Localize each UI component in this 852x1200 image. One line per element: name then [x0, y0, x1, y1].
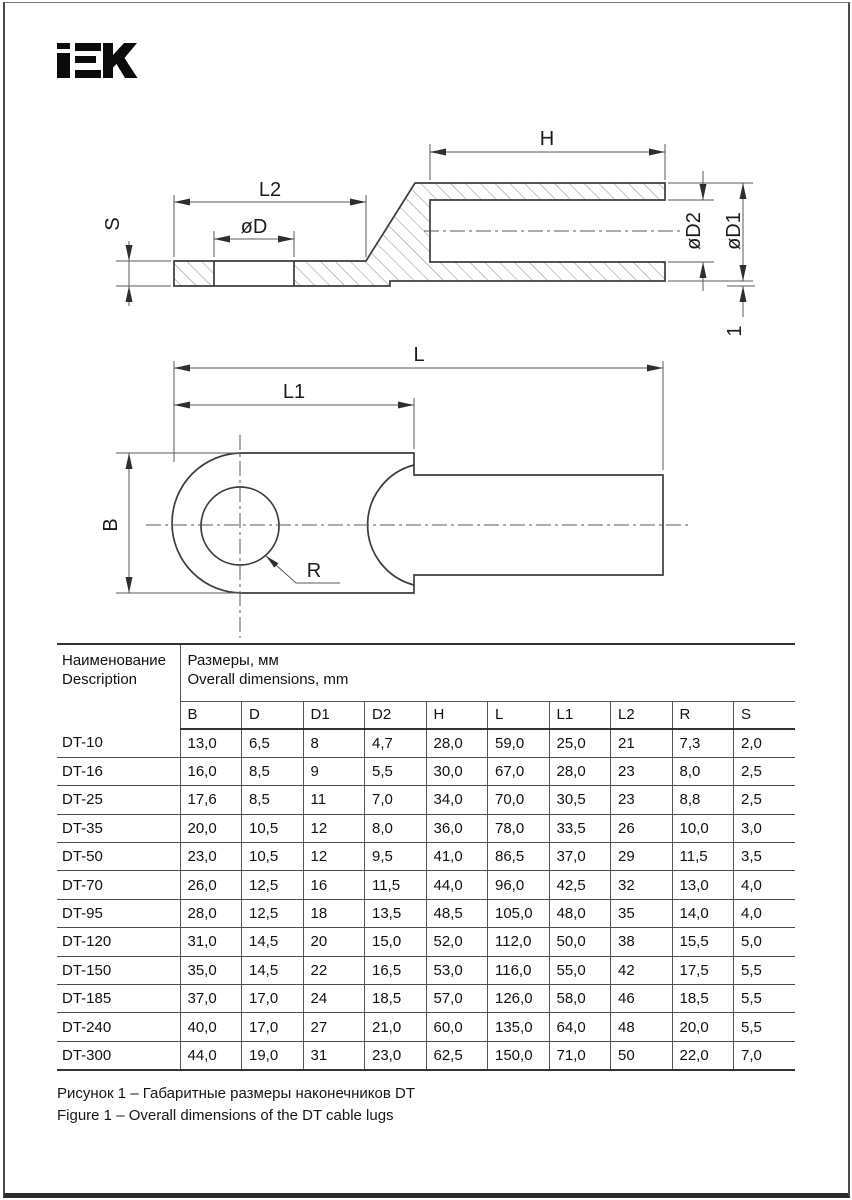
- cell-L1: 58,0: [549, 985, 611, 1013]
- drawing-section-view: [102, 128, 755, 337]
- col-header-L1: L1: [549, 701, 611, 729]
- cell-D: 14,5: [242, 928, 304, 956]
- cell-B: 13,0: [180, 729, 242, 757]
- cell-R: 15,5: [672, 928, 734, 956]
- cell-D2: 9,5: [365, 843, 427, 871]
- cell-D2: 13,5: [365, 899, 427, 927]
- cell-H: 53,0: [426, 956, 488, 984]
- cell-R: 18,5: [672, 985, 734, 1013]
- cell-S: 3,5: [734, 843, 796, 871]
- cell-L2: 23: [611, 757, 673, 785]
- cell-L2: 29: [611, 843, 673, 871]
- logo-i-dot: [57, 43, 70, 49]
- row-name: DT-70: [57, 871, 180, 899]
- cell-D2: 21,0: [365, 1013, 427, 1041]
- cell-R: 8,0: [672, 757, 734, 785]
- row-name: DT-120: [57, 928, 180, 956]
- row-name: DT-25: [57, 786, 180, 814]
- cell-D1: 16: [303, 871, 365, 899]
- dim-label-L1: L1: [282, 381, 306, 403]
- cell-D: 10,5: [242, 814, 304, 842]
- cell-D: 17,0: [242, 985, 304, 1013]
- caption-en: Figure 1 – Overall dimensions of the DT cable lugs: [57, 1107, 394, 1124]
- cell-H: 28,0: [426, 729, 488, 757]
- cell-L: 67,0: [488, 757, 550, 785]
- cell-L: 105,0: [488, 899, 550, 927]
- logo-e-top: [75, 43, 101, 51]
- table-row: [57, 1013, 795, 1041]
- cell-D: 12,5: [242, 899, 304, 927]
- row-name: DT-240: [57, 1013, 180, 1041]
- logo-e-mid: [75, 56, 96, 63]
- dim-label-L2: L2: [258, 179, 282, 201]
- cell-S: 2,0: [734, 729, 796, 757]
- dimensions-table: [57, 643, 795, 1071]
- cell-B: 28,0: [180, 899, 242, 927]
- dim-label-oD1: øD1: [723, 212, 745, 250]
- dim-label-R: R: [306, 560, 322, 582]
- topview-arrowheads: [126, 365, 664, 594]
- dimensions-group-header: [180, 644, 795, 701]
- cell-L: 86,5: [488, 843, 550, 871]
- cell-S: 4,0: [734, 871, 796, 899]
- cell-D: 8,5: [242, 757, 304, 785]
- dim-label-L: L: [413, 344, 425, 366]
- table-row: [57, 814, 795, 842]
- logo-i-stem: [57, 53, 70, 78]
- cell-L2: 26: [611, 814, 673, 842]
- cell-H: 44,0: [426, 871, 488, 899]
- cell-L: 135,0: [488, 1013, 550, 1041]
- table-row: [57, 757, 795, 785]
- cell-D1: 12: [303, 843, 365, 871]
- row-name: DT-16: [57, 757, 180, 785]
- cell-S: 7,0: [734, 1041, 796, 1069]
- name-header-en: Description: [62, 671, 138, 688]
- dim-label-1: 1: [724, 325, 746, 337]
- name-column-header: [57, 644, 180, 729]
- cell-S: 5,0: [734, 928, 796, 956]
- iek-logo: [57, 43, 138, 78]
- table-row: [57, 985, 795, 1013]
- cell-D1: 18: [303, 899, 365, 927]
- cell-S: 5,5: [734, 985, 796, 1013]
- cell-L2: 32: [611, 871, 673, 899]
- cell-H: 52,0: [426, 928, 488, 956]
- table-body: [57, 729, 795, 1070]
- row-name: DT-300: [57, 1041, 180, 1069]
- cell-D2: 23,0: [365, 1041, 427, 1069]
- cell-D1: 24: [303, 985, 365, 1013]
- cell-D2: 4,7: [365, 729, 427, 757]
- cell-L2: 23: [611, 786, 673, 814]
- cell-D: 8,5: [242, 786, 304, 814]
- col-header-D: D: [242, 701, 304, 729]
- cell-L2: 35: [611, 899, 673, 927]
- cell-L: 59,0: [488, 729, 550, 757]
- row-name: DT-50: [57, 843, 180, 871]
- cell-L: 96,0: [488, 871, 550, 899]
- row-name: DT-95: [57, 899, 180, 927]
- cell-L: 116,0: [488, 956, 550, 984]
- cell-B: 16,0: [180, 757, 242, 785]
- cell-S: 2,5: [734, 757, 796, 785]
- row-name: DT-150: [57, 956, 180, 984]
- group-header-en: Overall dimensions, mm: [187, 671, 349, 688]
- cell-L2: 46: [611, 985, 673, 1013]
- cell-D1: 11: [303, 786, 365, 814]
- table-row: [57, 956, 795, 984]
- cell-L: 126,0: [488, 985, 550, 1013]
- name-header-ru: Наименование: [62, 652, 166, 669]
- cell-S: 2,5: [734, 786, 796, 814]
- cell-D1: 12: [303, 814, 365, 842]
- cell-D2: 7,0: [365, 786, 427, 814]
- cell-D1: 9: [303, 757, 365, 785]
- table-row: [57, 871, 795, 899]
- table-row: [57, 843, 795, 871]
- cell-L1: 50,0: [549, 928, 611, 956]
- cell-L1: 64,0: [549, 1013, 611, 1041]
- cell-L2: 42: [611, 956, 673, 984]
- cell-B: 20,0: [180, 814, 242, 842]
- cell-L1: 48,0: [549, 899, 611, 927]
- cell-L1: 55,0: [549, 956, 611, 984]
- cell-L: 78,0: [488, 814, 550, 842]
- dim-label-H: H: [539, 128, 555, 150]
- cell-H: 34,0: [426, 786, 488, 814]
- cell-H: 57,0: [426, 985, 488, 1013]
- table-row: [57, 786, 795, 814]
- cell-D1: 22: [303, 956, 365, 984]
- cell-D2: 16,5: [365, 956, 427, 984]
- cell-L2: 21: [611, 729, 673, 757]
- cell-D: 19,0: [242, 1041, 304, 1069]
- table-row: [57, 1041, 795, 1069]
- cell-H: 30,0: [426, 757, 488, 785]
- cell-R: 8,8: [672, 786, 734, 814]
- lug-top-outline: [172, 453, 663, 593]
- dim-label-B: B: [100, 518, 122, 532]
- cell-B: 26,0: [180, 871, 242, 899]
- cell-B: 37,0: [180, 985, 242, 1013]
- cell-D2: 8,0: [365, 814, 427, 842]
- cell-D2: 15,0: [365, 928, 427, 956]
- cell-D1: 31: [303, 1041, 365, 1069]
- cell-D2: 18,5: [365, 985, 427, 1013]
- cell-L2: 48: [611, 1013, 673, 1041]
- cell-L1: 30,5: [549, 786, 611, 814]
- cell-R: 14,0: [672, 899, 734, 927]
- cell-D2: 5,5: [365, 757, 427, 785]
- cell-H: 48,5: [426, 899, 488, 927]
- cell-H: 36,0: [426, 814, 488, 842]
- cell-H: 60,0: [426, 1013, 488, 1041]
- cell-L2: 38: [611, 928, 673, 956]
- table-row: [57, 928, 795, 956]
- cell-H: 41,0: [426, 843, 488, 871]
- cell-S: 4,0: [734, 899, 796, 927]
- cell-L: 150,0: [488, 1041, 550, 1069]
- cell-D: 14,5: [242, 956, 304, 984]
- cell-B: 44,0: [180, 1041, 242, 1069]
- cell-L1: 28,0: [549, 757, 611, 785]
- cell-D2: 11,5: [365, 871, 427, 899]
- cell-L1: 42,5: [549, 871, 611, 899]
- cell-D: 6,5: [242, 729, 304, 757]
- cell-R: 13,0: [672, 871, 734, 899]
- col-header-R: R: [672, 701, 734, 729]
- cell-R: 20,0: [672, 1013, 734, 1041]
- cell-S: 3,0: [734, 814, 796, 842]
- col-header-H: H: [426, 701, 488, 729]
- cell-R: 17,5: [672, 956, 734, 984]
- cell-B: 17,6: [180, 786, 242, 814]
- caption-ru: Рисунок 1 – Габаритные размеры наконечников DT: [57, 1085, 415, 1102]
- cell-L1: 37,0: [549, 843, 611, 871]
- col-header-L2: L2: [611, 701, 673, 729]
- cell-H: 62,5: [426, 1041, 488, 1069]
- cell-R: 7,3: [672, 729, 734, 757]
- dim-label-S: S: [102, 217, 124, 231]
- cell-B: 35,0: [180, 956, 242, 984]
- cell-L: 70,0: [488, 786, 550, 814]
- cell-B: 31,0: [180, 928, 242, 956]
- cell-D: 10,5: [242, 843, 304, 871]
- cell-L1: 71,0: [549, 1041, 611, 1069]
- drawing-top-view: [100, 344, 690, 638]
- cell-L2: 50: [611, 1041, 673, 1069]
- table-row: [57, 729, 795, 757]
- cell-S: 5,5: [734, 956, 796, 984]
- group-header-ru: Размеры, мм: [187, 652, 279, 669]
- col-header-D2: D2: [365, 701, 427, 729]
- col-header-S: S: [734, 701, 796, 729]
- cell-D1: 20: [303, 928, 365, 956]
- cell-D: 17,0: [242, 1013, 304, 1041]
- cell-L1: 33,5: [549, 814, 611, 842]
- table-row: [57, 899, 795, 927]
- col-header-D1: D1: [303, 701, 365, 729]
- logo-k: [103, 43, 138, 78]
- dim-label-oD: øD: [240, 216, 268, 238]
- col-header-L: L: [488, 701, 550, 729]
- cell-B: 23,0: [180, 843, 242, 871]
- cell-L1: 25,0: [549, 729, 611, 757]
- cell-B: 40,0: [180, 1013, 242, 1041]
- cell-R: 10,0: [672, 814, 734, 842]
- cell-R: 22,0: [672, 1041, 734, 1069]
- row-name: DT-35: [57, 814, 180, 842]
- figure-caption: [57, 1083, 415, 1127]
- row-name: DT-185: [57, 985, 180, 1013]
- cell-D1: 8: [303, 729, 365, 757]
- cell-D1: 27: [303, 1013, 365, 1041]
- cell-R: 11,5: [672, 843, 734, 871]
- dim-label-oD2: øD2: [683, 212, 705, 250]
- row-name: DT-10: [57, 729, 180, 757]
- cell-S: 5,5: [734, 1013, 796, 1041]
- logo-e-bottom: [75, 70, 101, 78]
- cell-D: 12,5: [242, 871, 304, 899]
- cell-L: 112,0: [488, 928, 550, 956]
- col-header-B: B: [180, 701, 242, 729]
